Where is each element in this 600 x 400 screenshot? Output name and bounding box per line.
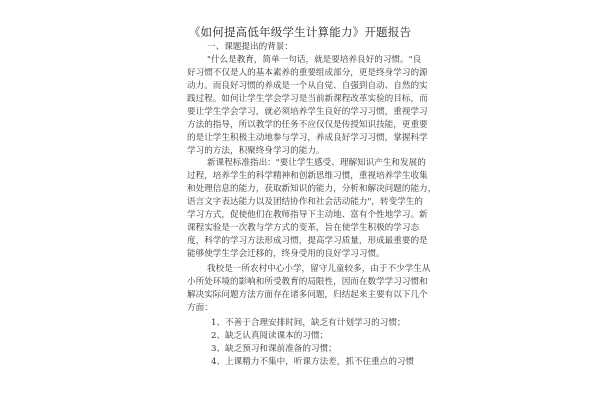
paragraph-line: 过程，培养学生的科学精神和创新思维习惯，重视培养学生收集 [187,171,428,181]
paragraph-line: 小所处环境的影响和所受教育的局限性，因而在数学学习习惯和 [187,277,428,287]
paragraph-line: 要让学生学会学习，就必须培养学生良好的学习习惯，重视学习 [187,107,428,117]
list-item: 1、不善于合理安排时间，缺乏有计划学习的习惯； [211,318,406,328]
paragraph-line: 新课程标准指出："要让学生感受、理解知识产生和发展的 [207,158,426,168]
section-heading: 一、课题提出的背景： [207,42,293,52]
list-item: 3、缺乏预习和课前准备的习惯； [211,344,337,354]
paragraph-line: 好习惯不仅是人的基本素养的重要组成部分，更是终身学习的源 [187,68,428,78]
paragraph-line: 和处理信息的能力，获取新知识的能力，分析和解决问题的能力， [187,184,437,194]
paragraph-line: "什么是教育，简单一句话，就是要培养良好的习惯。"良 [207,55,422,65]
paragraph-line: 课程实验是一次教与学方式的变革，旨在使学生积极的学习态 [187,223,420,233]
paragraph-line: 度，科学的学习方法形成习惯，提高学习质量，形成最重要的是 [187,236,428,246]
paragraph-line: 我校是一所农村中心小学，留守儿童较多，由于不少学生从 [207,264,431,274]
paragraph-school-context [187,263,431,315]
paragraph-curriculum-standard [187,157,437,261]
problem-list [211,317,415,369]
paragraph-line: 践过程。如何让学生学会学习是当前新课程改革实验的目标，而 [187,94,428,104]
paragraph-line: 能够使学生学会迁移的，终身受用的良好学习习惯。 [187,249,385,259]
paragraph-line: 语言文字表达能力以及团结协作和社会活动能力"，转变学生的 [187,197,423,207]
paragraph-line: 动力。而良好习惯的养成是一个从自觉、自强到自动、自然的实 [187,81,428,91]
paragraph-line: 学习方式，促使他们在教师指导下主动地、富有个性地学习。新 [187,210,428,220]
paragraph-line: 的是让学生积极主动地参与学习，养成良好学习习惯，掌握科学 [187,133,428,143]
paragraph-line: 方法的指导，所以教学的任务不应仅仅是传授知识技能，更重要 [187,120,428,130]
list-item: 2、缺乏认真阅读课本的习惯； [211,331,329,341]
paragraph-line: 学习的方法，积聚终身学习的能力。 [187,146,325,156]
list-item: 4、上课精力不集中，听课方法差，抓不住重点的习惯 [211,357,415,367]
paragraph-line: 方面： [187,303,213,313]
document-title: 《如何提高低年级学生计算能力》开题报告 [188,25,412,39]
paragraph-background [187,54,428,158]
paragraph-line: 解决实际问题方法方面存在诸多问题，归结起来主要有以下几个 [187,290,428,300]
